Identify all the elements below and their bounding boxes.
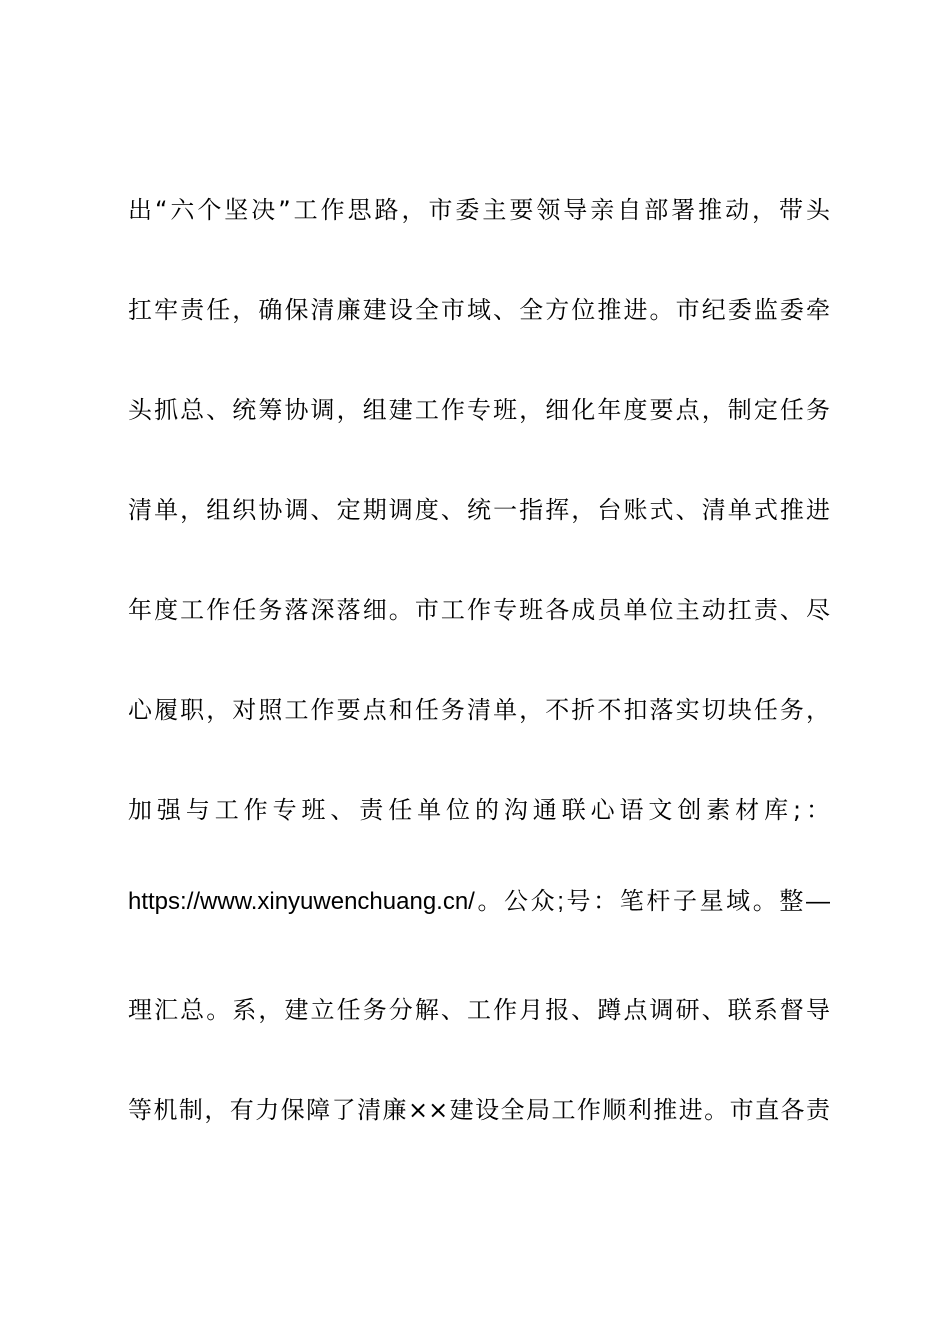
- body-text-line-4: 清单，组织协调、定期调度、统一指挥，台账式、清单式推进: [128, 496, 830, 524]
- body-text-line-8: https://www.xinyuwenchuang.cn/。公众;号：笔杆子星域。整—: [128, 888, 830, 915]
- body-text-line-5: 年度工作任务落深落细。市工作专班各成员单位主动扛责、尽: [128, 596, 830, 624]
- body-text-line-7: 加强与工作专班、责任单位的沟通联心语文创素材库;：: [128, 796, 830, 824]
- body-text-line-9: 理汇总。系，建立任务分解、工作月报、蹲点调研、联系督导: [128, 996, 830, 1024]
- body-text-line-3: 头抓总、统筹协调，组建工作专班，细化年度要点，制定任务: [128, 396, 830, 424]
- body-text-line-2: 扛牢责任，确保清廉建设全市域、全方位推进。市纪委监委牵: [128, 296, 830, 324]
- body-text-line-10: 等机制，有力保障了清廉××建设全局工作顺利推进。市直各责: [128, 1096, 830, 1124]
- body-text-line-6: 心履职，对照工作要点和任务清单，不折不扣落实切块任务，: [128, 696, 830, 724]
- body-text-line-1: 出“六个坚决”工作思路，市委主要领导亲自部署推动，带头: [128, 196, 830, 224]
